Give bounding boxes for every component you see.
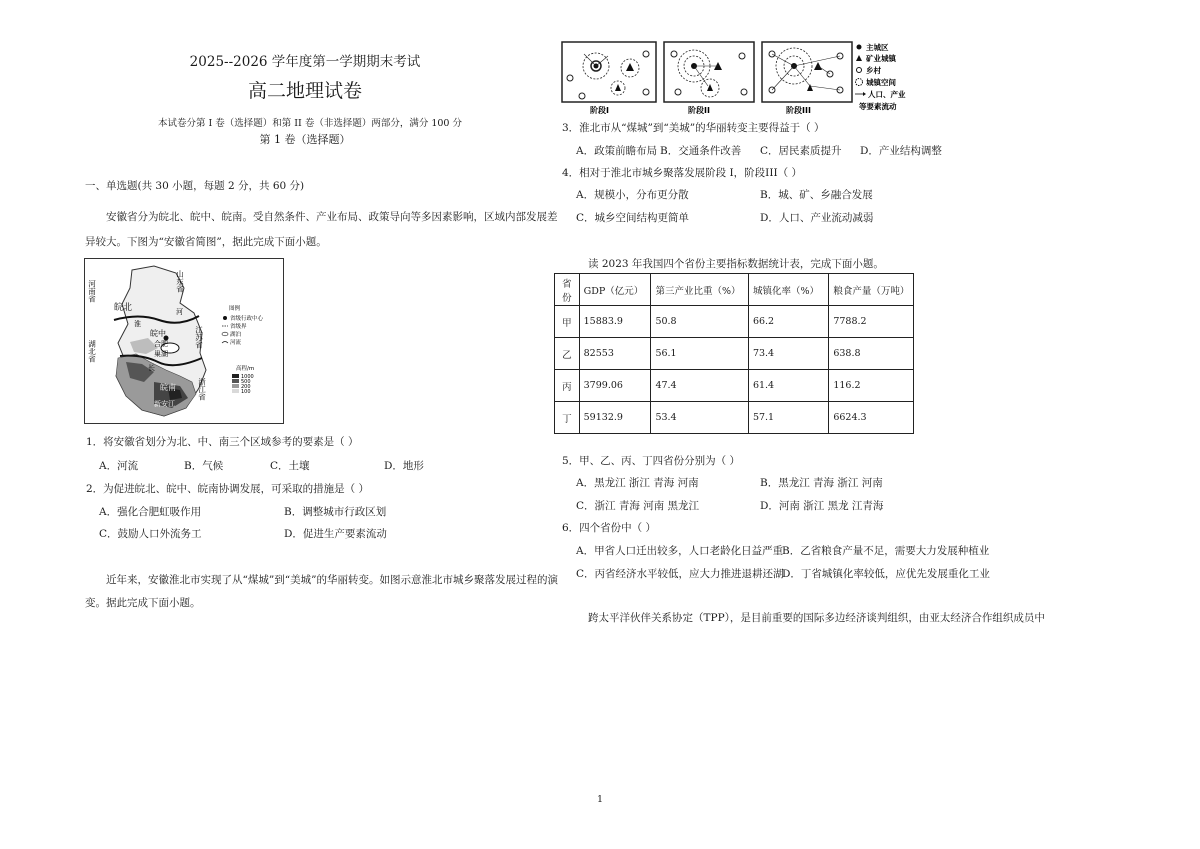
cell-urbanization: 61.4 [748, 370, 828, 402]
part-title: 第 1 卷（选择题） [259, 133, 351, 146]
q6-stem: 6．四个省份中（ ） [562, 522, 657, 534]
cell-tertiary: 53.4 [651, 402, 749, 434]
huaibei-paragraph-line2: 变。据此完成下面小题。 [85, 597, 201, 609]
q6-option-d[interactable]: D．丁省城镇化率较低，应优先发展重化工业 [782, 568, 990, 580]
th-province: 省份 [555, 274, 580, 306]
table-header-row [555, 274, 914, 306]
huaibei-paragraph-line1: 近年来，安徽淮北市实现了从“煤城”到“美城”的华丽转变。如图示意淮北市城乡聚落发展过程的演 [106, 574, 558, 586]
elev-200: 200 [241, 384, 251, 390]
legend-lake: 湖泊 [230, 332, 242, 338]
tpp-paragraph: 跨太平洋伙伴关系协定（TPP），是目前重要的国际多边经济谈判组织，由亚太经济合作组织成员中 [588, 612, 1045, 624]
cell-province: 甲 [555, 306, 580, 338]
q3-option-d[interactable]: D．产业结构调整 [860, 145, 942, 157]
cell-province: 丁 [555, 402, 580, 434]
q4-option-b[interactable]: B．城、矿、乡融合发展 [760, 189, 873, 201]
anhui-map [84, 258, 284, 424]
cell-tertiary: 50.8 [651, 306, 749, 338]
th-gdp: GDP（亿元） [579, 274, 651, 306]
q3-stem: 3．淮北市从“煤城”到“美城”的华丽转变主要得益于（ ） [562, 122, 825, 134]
table-row [555, 402, 914, 434]
cell-gdp: 82553 [579, 338, 651, 370]
cell-urbanization: 57.1 [748, 402, 828, 434]
legend-capital: 省级行政中心 [230, 316, 264, 322]
q4-option-c[interactable]: C．城乡空间结构更简单 [576, 212, 690, 224]
q1-option-b[interactable]: B．气候 [184, 460, 224, 472]
anhui-paragraph-line1: 安徽省分为皖北、皖中、皖南。受自然条件、产业布局、政策导向等多因素影响，区域内部发展差 [106, 211, 558, 223]
stage-legend-flow-2: 等要素流动 [859, 102, 897, 111]
q1-option-d[interactable]: D．地形 [384, 460, 424, 472]
q2-option-d[interactable]: D．促进生产要素流动 [284, 528, 387, 540]
stats-intro: 读 2023 年我国四个省份主要指标数据统计表，完成下面小题。 [588, 258, 884, 270]
q3-option-b[interactable]: B．交通条件改善 [660, 145, 742, 157]
intro-text: 本试卷分第 I 卷（选择题）和第 II 卷（非选择题）两部分，满分 100 分 [157, 118, 462, 129]
stage-legend-mining-town: 矿业城镇 [866, 54, 896, 63]
q2-option-c[interactable]: C．鼓励人口外流务工 [99, 528, 202, 540]
elev-100: 100 [241, 389, 251, 395]
stats-table [554, 273, 914, 434]
q5-option-b[interactable]: B．黑龙江 青海 浙江 河南 [760, 477, 883, 489]
label-zhejiang: 浙江省 [197, 378, 207, 401]
table-row [555, 338, 914, 370]
label-shandong: 山东省 [175, 270, 185, 293]
th-urbanization: 城镇化率（%） [748, 274, 828, 306]
q1-option-a[interactable]: A．河流 [99, 460, 139, 472]
q4-option-a[interactable]: A．规模小，分布更分散 [576, 189, 689, 201]
label-hefei: 合肥 [154, 340, 168, 348]
stage-2-label: 阶段II [688, 106, 710, 115]
cell-urbanization: 73.4 [748, 338, 828, 370]
cell-gdp: 3799.06 [579, 370, 651, 402]
q6-option-a[interactable]: A．甲省人口迁出较多，人口老龄化日益严重 [576, 545, 784, 557]
q1-option-c[interactable]: C．土壤 [270, 460, 310, 472]
label-chaohu: 巢湖 [154, 350, 168, 358]
label-chang: 长 [148, 364, 155, 372]
table-row [555, 370, 914, 402]
stage-1-label: 阶段I [590, 106, 609, 115]
label-wannan: 皖南 [160, 383, 176, 392]
cell-tertiary: 56.1 [651, 338, 749, 370]
cell-province: 乙 [555, 338, 580, 370]
q5-stem: 5．甲、乙、丙、丁四省份分别为（ ） [562, 455, 741, 467]
q5-option-a[interactable]: A．黑龙江 浙江 青海 河南 [576, 477, 699, 489]
label-hubei: 湖北省 [87, 340, 97, 363]
cell-urbanization: 66.2 [748, 306, 828, 338]
cell-tertiary: 47.4 [651, 370, 749, 402]
elev-500: 500 [241, 379, 251, 385]
q5-option-d[interactable]: D．河南 浙江 黑龙 江青海 [760, 500, 884, 512]
legend-border: 省级界 [230, 324, 247, 330]
exam-title: 2025--2026 学年度第一学期期末考试 [189, 54, 421, 70]
cell-grain: 116.2 [829, 370, 914, 402]
q4-stem: 4．相对于淮北市城乡聚落发展阶段 I，阶段III（ ） [562, 167, 802, 179]
anhui-paragraph-line2: 异较大。下图为“安徽省简图”，据此完成下面小题。 [85, 236, 327, 248]
elev-1000: 1000 [241, 374, 254, 380]
label-jiangsu: 江苏省 [194, 326, 204, 349]
label-huai: 淮 [134, 320, 141, 328]
stage-legend-main-city: 主城区 [866, 43, 889, 52]
stage-diagrams [560, 40, 920, 116]
page-number: 1 [597, 794, 604, 805]
stage-legend-town-space: 城镇空间 [866, 78, 896, 87]
label-he: 河 [176, 308, 183, 316]
cell-grain: 638.8 [829, 338, 914, 370]
q2-stem: 2．为促进皖北、皖中、皖南协调发展，可采取的措施是（ ） [86, 483, 370, 495]
th-grain: 粮食产量（万吨） [829, 274, 914, 306]
cell-grain: 6624.3 [829, 402, 914, 434]
th-tertiary: 第三产业比重（%） [651, 274, 749, 306]
legend-river: 河流 [230, 340, 242, 346]
q1-stem: 1．将安徽省划分为北、中、南三个区域参考的要素是（ ） [86, 436, 359, 448]
elev-title: 高程/m [236, 366, 255, 372]
cell-province: 丙 [555, 370, 580, 402]
q2-option-a[interactable]: A．强化合肥虹吸作用 [99, 506, 202, 518]
paper-title: 高二地理试卷 [247, 80, 362, 102]
table-row [555, 306, 914, 338]
q6-option-b[interactable]: B．乙省粮食产量不足，需要大力发展种植业 [782, 545, 990, 557]
cell-gdp: 15883.9 [579, 306, 651, 338]
q5-option-c[interactable]: C．浙江 青海 河南 黑龙江 [576, 500, 700, 512]
stage-legend-village: 乡村 [866, 66, 881, 75]
stage-legend-flow-1: 人口、产业 [868, 90, 906, 99]
label-henan: 河南省 [87, 280, 97, 303]
legend-title: 图例 [229, 306, 241, 312]
stage-3-label: 阶段III [786, 106, 811, 115]
label-wanzhong: 皖中 [150, 329, 166, 338]
q2-option-b[interactable]: B．调整城市行政区划 [284, 506, 387, 518]
label-wanbei: 皖北 [114, 303, 133, 313]
q3-option-a[interactable]: A．政策前瞻布局 [576, 145, 658, 157]
section-heading: 一、单选题(共 30 小题，每题 2 分，共 60 分) [85, 180, 305, 192]
q3-option-c[interactable]: C．居民素质提升 [760, 145, 842, 157]
cell-gdp: 59132.9 [579, 402, 651, 434]
cell-grain: 7788.2 [829, 306, 914, 338]
q6-option-c[interactable]: C．丙省经济水平较低，应大力推进退耕还湖 [576, 568, 784, 580]
q4-option-d[interactable]: D．人口、产业流动减弱 [760, 212, 874, 224]
label-xinan: 新安江 [154, 400, 175, 408]
